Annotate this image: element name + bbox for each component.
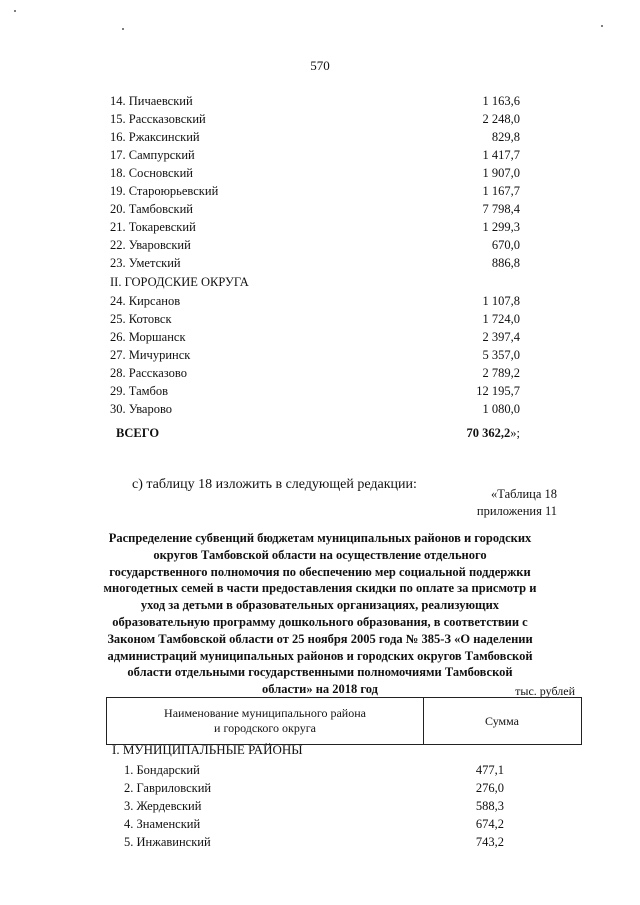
list-item: 21. Токаревский 1 299,3 — [110, 220, 520, 234]
list-item: 23. Уметский 886,8 — [110, 256, 520, 270]
section-header-city-districts: II. ГОРОДСКИЕ ОКРУГА — [110, 275, 249, 289]
scan-speck — [14, 10, 16, 12]
table-row: 2. Гавриловский 276,0 — [124, 781, 504, 795]
list-item: 15. Рассказовский 2 248,0 — [110, 112, 520, 126]
list-item: 20. Тамбовский 7 798,4 — [110, 202, 520, 216]
amendment-text: с) таблицу 18 изложить в следующей редакции: — [132, 477, 417, 492]
table-title: Распределение субвенций бюджетам муниципальных районов и городских округов Тамбовской области на осуществление отдельного государственного полномочия по обеспечению мер социальной поддержки многодетных семей в части предоставления скидки по оплате за присмотр и уход за детьми в образовательных организациях, реализующих образовательную программу дошкольного образования, в соответствии с Законом Тамбовской области от 25 ноября 2005 года № 385-З «О наделении администраций муниципальных районов и городских округов Тамбовской области отдельными государственными полномочиями Тамбовской области» на 2018 год — [103, 531, 537, 697]
list-item: 24. Кирсанов 1 107,8 — [110, 294, 520, 308]
table-header — [106, 697, 582, 745]
scan-speck — [601, 25, 603, 27]
units-label: тыс. рублей — [515, 684, 575, 698]
table-reference: «Таблица 18 приложения 11 — [476, 487, 557, 518]
list-item: 27. Мичуринск 5 357,0 — [110, 348, 520, 362]
section-header-municipal-districts: I. МУНИЦИПАЛЬНЫЕ РАЙОНЫ — [112, 742, 303, 757]
column-header-amount: Сумма — [423, 698, 582, 744]
total-value: 70 362,2 — [466, 426, 511, 440]
column-header-name: Наименование муниципального района и городского округа — [106, 698, 424, 744]
table-row: 5. Инжавинский 743,2 — [124, 835, 504, 849]
list-item: 25. Котовск 1 724,0 — [110, 312, 520, 326]
list-item: 18. Сосновский 1 907,0 — [110, 166, 520, 180]
list-item: 19. Староюрьевский 1 167,7 — [110, 184, 520, 198]
list-item: 30. Уварово 1 080,0 — [110, 402, 520, 416]
list-item: 29. Тамбов 12 195,7 — [110, 384, 520, 398]
scan-speck — [122, 28, 124, 30]
table-row: 1. Бондарский 477,1 — [124, 763, 504, 777]
list-item: 17. Сампурский 1 417,7 — [110, 148, 520, 162]
table-row: 4. Знаменский 674,2 — [124, 817, 504, 831]
table-row: 3. Жердевский 588,3 — [124, 799, 504, 813]
total-row: ВСЕГО 70 362,2»; — [116, 426, 520, 440]
list-item: 26. Моршанск 2 397,4 — [110, 330, 520, 344]
list-item: 16. Ржаксинский 829,8 — [110, 130, 520, 144]
list-item: 22. Уваровский 670,0 — [110, 238, 520, 252]
list-item: 28. Рассказово 2 789,2 — [110, 366, 520, 380]
page-number: 570 — [310, 58, 330, 73]
list-item: 14. Пичаевский 1 163,6 — [110, 94, 520, 108]
